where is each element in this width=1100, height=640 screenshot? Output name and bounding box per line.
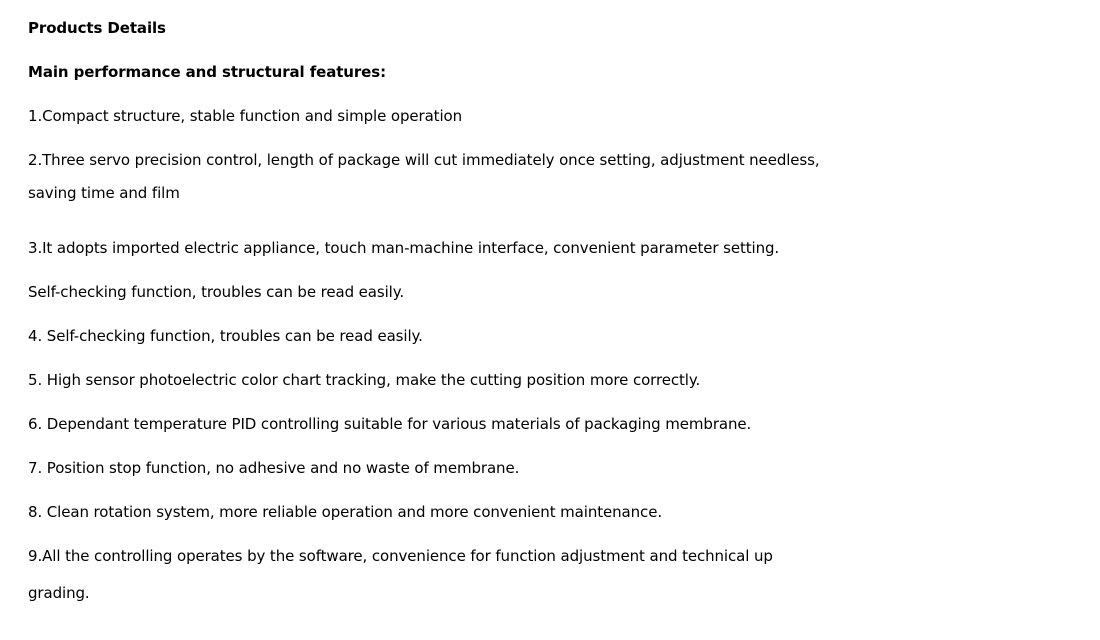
feature-line: 1.Compact structure, stable function and simple operation (28, 107, 462, 125)
feature-line-continuation: saving time and film (28, 184, 180, 202)
document-title: Products Details (28, 19, 166, 37)
feature-line: 8. Clean rotation system, more reliable operation and more convenient maintenance. (28, 503, 663, 521)
features-heading: Main performance and structural features: (28, 63, 386, 81)
feature-line: 9.All the controlling operates by the software, convenience for function adjustment and technical up (28, 547, 773, 565)
feature-line: Self-checking function, troubles can be read easily. (28, 283, 405, 301)
feature-line: 2.Three servo precision control, length of package will cut immediately once setting, adjustment needless, (28, 151, 820, 169)
feature-line-continuation: grading. (28, 584, 90, 602)
feature-line: 3.It adopts imported electric appliance, touch man-machine interface, convenient parameter setting. (28, 239, 780, 257)
feature-line: 4. Self-checking function, troubles can be read easily. (28, 327, 423, 345)
feature-line: 7. Position stop function, no adhesive and no waste of membrane. (28, 459, 520, 477)
feature-line: 6. Dependant temperature PID controlling suitable for various materials of packaging membrane. (28, 415, 752, 433)
feature-line: 5. High sensor photoelectric color chart tracking, make the cutting position more correctly. (28, 371, 701, 389)
